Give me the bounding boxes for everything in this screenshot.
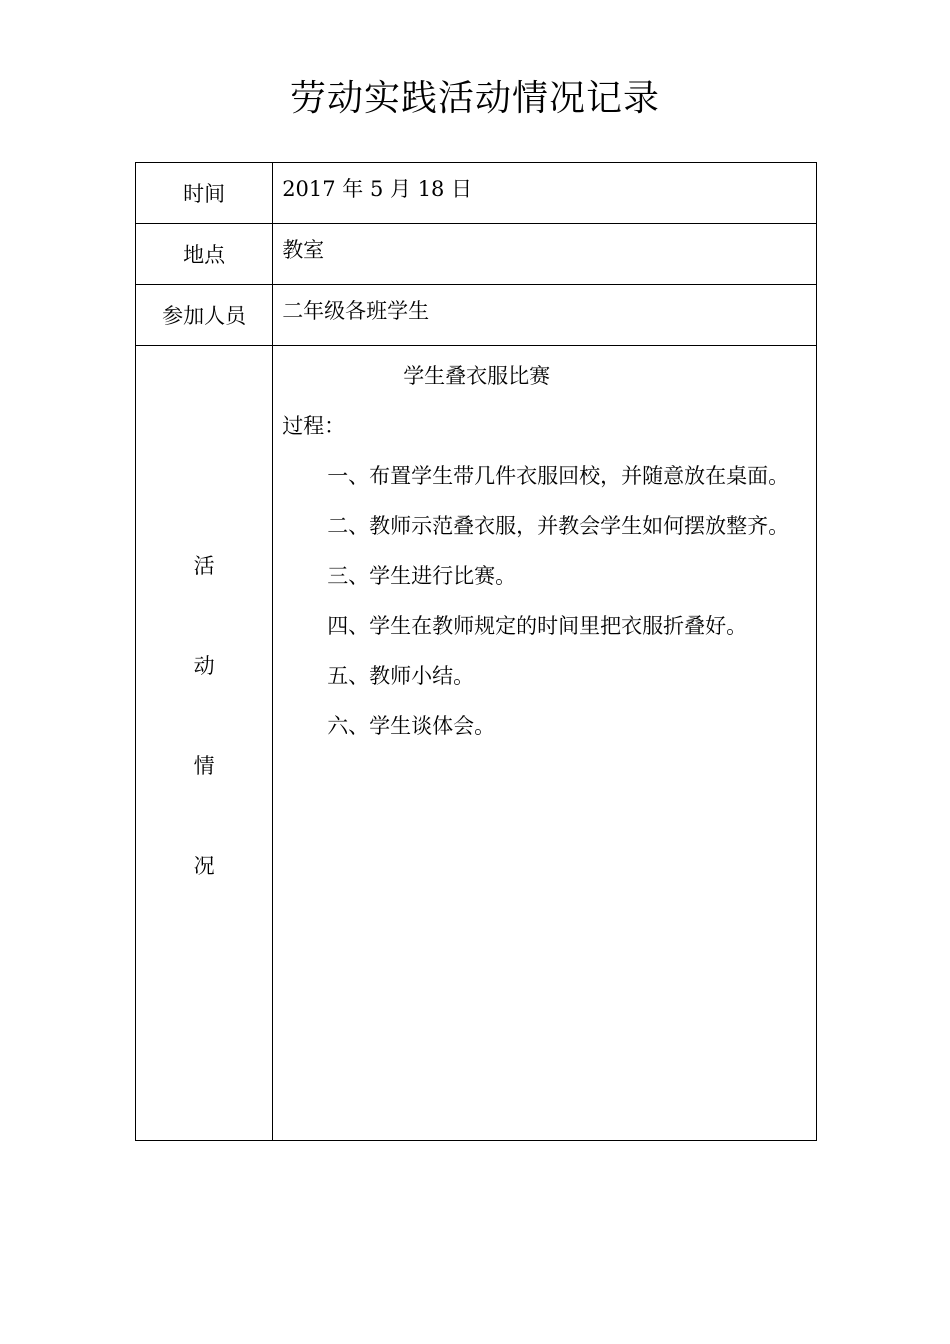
page-title: 劳动实践活动情况记录: [289, 78, 660, 119]
location-label: 地点: [136, 224, 273, 285]
record-table: [135, 162, 817, 1141]
row-time: [136, 163, 817, 224]
process-step: 六、学生谈体会。: [327, 714, 496, 738]
process-step: 四、学生在教师规定的时间里把衣服折叠好。: [327, 614, 748, 638]
process-label: 过程：: [282, 414, 346, 438]
process-step: 二、教师示范叠衣服，并教会学生如何摆放整齐。: [327, 514, 790, 538]
activity-label: [136, 346, 273, 1141]
row-participants: [136, 285, 817, 346]
activity-label-char: 动: [193, 654, 215, 678]
activity-content: [273, 346, 817, 1141]
activity-label-char: 情: [193, 754, 215, 778]
process-step: 一、布置学生带几件衣服回校，并随意放在桌面。: [327, 464, 790, 488]
activity-label-char: 况: [193, 854, 215, 878]
row-activity: [136, 346, 817, 1141]
location-value: 教室: [273, 224, 817, 285]
row-location: [136, 224, 817, 285]
activity-title: 学生叠衣服比赛: [403, 364, 551, 388]
participants-value: 二年级各班学生: [273, 285, 817, 346]
process-step: 三、学生进行比赛。: [327, 564, 517, 588]
time-label: 时间: [136, 163, 273, 224]
process-step: 五、教师小结。: [327, 664, 475, 688]
participants-label: 参加人员: [136, 285, 273, 346]
activity-label-char: 活: [193, 554, 215, 578]
time-value: 2017 年 5 月 18 日: [273, 163, 817, 224]
